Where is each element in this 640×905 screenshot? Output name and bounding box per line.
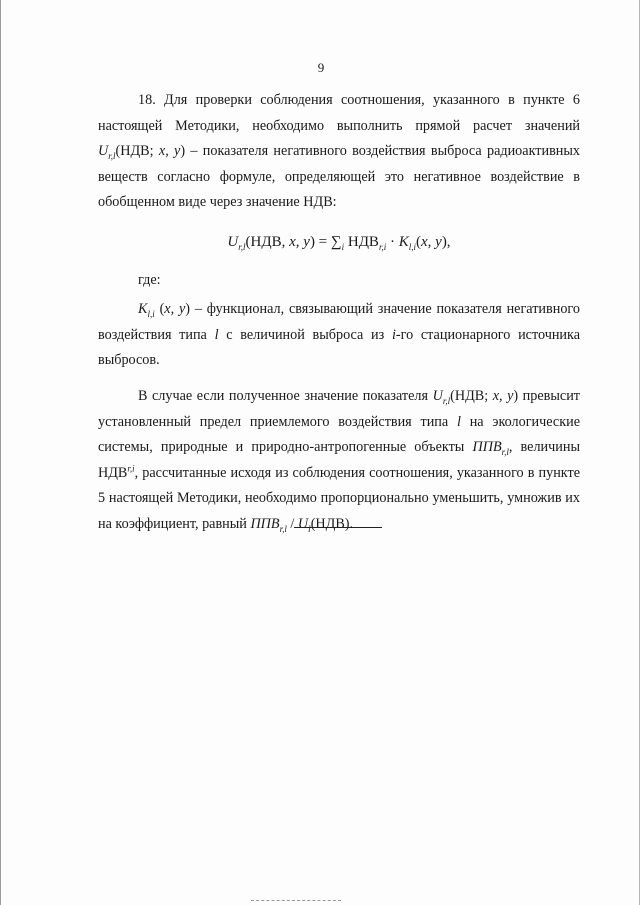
- formula-ndv-sub: r,i: [378, 241, 387, 252]
- functional-source-i: i: [391, 326, 396, 343]
- functional-open: (: [154, 301, 165, 318]
- exceed-slash: /: [286, 515, 298, 532]
- exceed-text2: ) превысит установленный предел приемлемого воздействия типа: [98, 387, 580, 430]
- document-body: [98, 88, 580, 538]
- functional-K-sub: l,i: [147, 308, 155, 319]
- formula: [98, 230, 580, 256]
- paragraph-functional: [98, 297, 580, 374]
- symbol-xy: x, y: [158, 143, 181, 160]
- formula-equals-sum: ) = ∑: [309, 233, 342, 250]
- formula-K-xy: x, y: [420, 233, 442, 250]
- exceed-ppv2-sub: r,l: [279, 523, 287, 534]
- formula-K-sub: l,i: [408, 241, 416, 252]
- formula-sum-sub: i: [341, 241, 345, 252]
- symbol-args: (НДВ;: [115, 143, 159, 160]
- functional-K: K: [138, 301, 148, 318]
- exceed-ppv: ППВ: [472, 439, 502, 456]
- exceed-U: U: [432, 387, 443, 404]
- paragraph-exceed: [98, 384, 580, 538]
- end-separator-line: [294, 527, 382, 528]
- para1-tail: ) – показателя негативного воздействия выброса радиоактивных веществ согласно формуле, определяющей это негативное воздействие в обобщенном виде через значение НДВ:: [98, 143, 580, 211]
- exceed-type-l: l: [456, 413, 461, 430]
- exceed-ndv-sup: r,i: [127, 462, 135, 473]
- where-label: где:: [138, 271, 161, 288]
- exceed-text1: В случае если полученное значение показателя: [138, 387, 433, 404]
- exceed-U2: U: [297, 515, 309, 532]
- exceed-U2-sub: l: [308, 523, 311, 534]
- exceed-U-sub: r,l: [442, 395, 451, 406]
- exceed-text5: , рассчитанные исходя из соблюдения соотношения, указанного в пункте 5 настоящей Методики, необходимо пропорционально уменьшить, умножив их на коэффициент, равный: [98, 464, 580, 532]
- formula-ndv: НДВ: [344, 233, 379, 250]
- formula-dot: ·: [386, 233, 399, 250]
- formula-K: K: [398, 233, 409, 250]
- exceed-args: (НДВ;: [450, 387, 493, 404]
- exceed-ppv2: ППВ: [250, 515, 280, 532]
- formula-K-open: (: [415, 233, 421, 250]
- functional-text3: -го стационарного источника выбросов.: [98, 326, 580, 369]
- exceed-text3: на экологические системы, природные и природно-антропогенные объекты: [98, 413, 580, 456]
- formula-U-sub: r,l: [238, 241, 246, 252]
- exceed-end: (НДВ).: [310, 515, 354, 532]
- symbol-U-subscript: r,l: [108, 151, 116, 162]
- exceed-text4: , величины НДВ: [98, 439, 580, 481]
- functional-type-l: l: [214, 326, 219, 343]
- scan-edge-mark: [251, 900, 341, 901]
- formula-U: U: [227, 233, 239, 250]
- para1-lead: 18. Для проверки соблюдения соотношения, указанного в пункте 6 настоящей Методики, необходимо выполнить прямой расчет значений: [98, 92, 580, 134]
- functional-xy: x, y: [164, 301, 186, 318]
- page-number: 9: [317, 60, 325, 75]
- formula-K-close: ),: [441, 233, 451, 250]
- formula-lhs-args: (НДВ,: [245, 233, 290, 250]
- functional-text1: ) – функционал, связывающий значение показателя негативного воздействия типа: [98, 301, 580, 343]
- paragraph-18: [98, 88, 580, 216]
- formula-lhs-xy: x, y: [289, 233, 310, 250]
- exceed-xy: x, y: [492, 387, 514, 404]
- functional-text2: с величиной выброса из: [218, 326, 392, 343]
- symbol-U: U: [98, 143, 109, 160]
- exceed-ppv-sub: r,l: [501, 446, 509, 457]
